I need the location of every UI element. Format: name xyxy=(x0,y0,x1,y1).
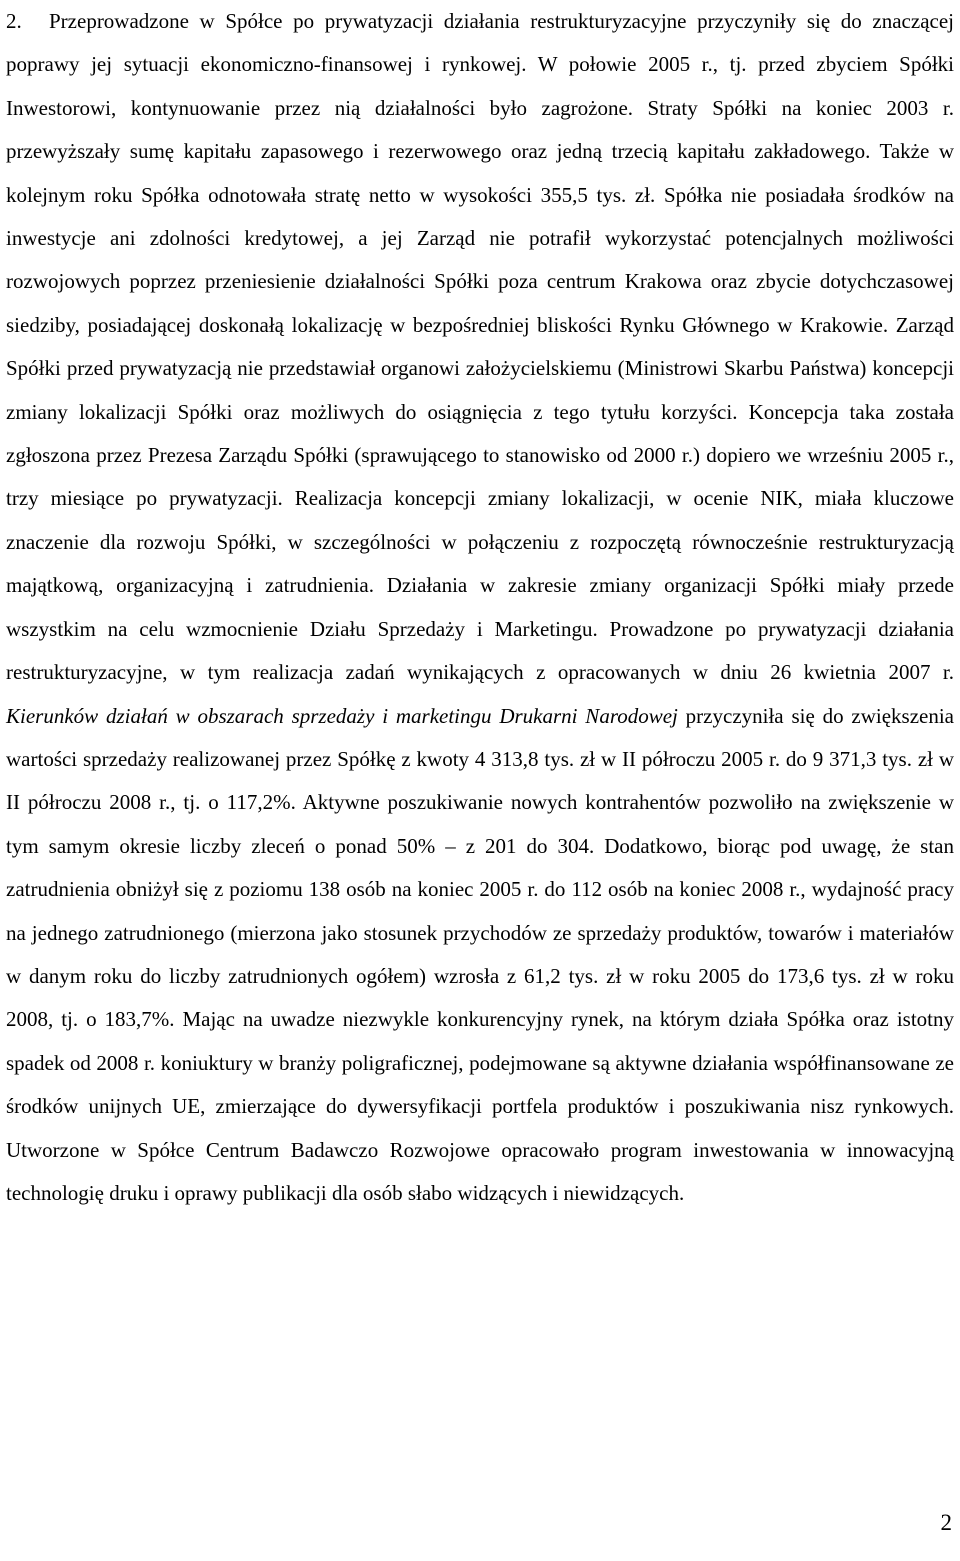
paragraph-number: 2. xyxy=(6,9,22,33)
paragraph-2 xyxy=(6,0,954,1215)
document-body xyxy=(6,0,954,1215)
paragraph-text-part-2: przyczyniła się do zwiększenia wartości sprzedaży realizowanej przez Spółkę z kwoty 4 313,8 tys. zł w II półroczu 2005 r. do 9 371,3 tys. zł w II półroczu 2008 r., tj. o 117,2%. Aktywne poszukiwanie nowych kontrahentów pozwoliło na zwiększenie w tym samym okresie liczby zleceń o ponad 50% – z 201 do 304. Dodatkowo, biorąc pod uwagę, że stan zatrudnienia obniżył się z poziomu 138 osób na koniec 2005 r. do 112 osób na koniec 2008 r., wydajność pracy na jednego zatrudnionego (mierzona jako stosunek przychodów ze sprzedaży produktów, towarów i materiałów w danym roku do liczby zatrudnionych ogółem) wzrosła z 61,2 tys. zł w roku 2005 do 173,6 tys. zł w roku 2008, tj. o 183,7%. Mając na uwadze niezwykle konkurencyjny rynek, na którym działa Spółka oraz istotny spadek od 2008 r. koniuktury w branży poligraficznej, podejmowane są aktywne działania współfinansowane ze środków unijnych UE, zmierzające do dywersyfikacji portfela produktów i poszukiwania nisz rynkowych. Utworzone w Spółce Centrum Badawczo Rozwojowe opracowało program inwestowania w innowacyjną technologię druku i oprawy publikacji dla osób słabo widzących i niewidzących. xyxy=(6,703,954,1205)
document-title-italic: Kierunków działań w obszarach sprzedaży i marketingu Drukarni Narodowej xyxy=(6,703,678,728)
paragraph-text-part-1: Przeprowadzone w Spółce po prywatyzacji działania restrukturyzacyjne przyczyniły się do znaczącej poprawy jej sytuacji ekonomiczno-finansowej i rynkowej. W połowie 2005 r., tj. przed zbyciem Spółki Inwestorowi, kontynuowanie przez nią działalności było zagrożone. Straty Spółki na koniec 2003 r. przewyższały sumę kapitału zapasowego i rezerwowego oraz jedną trzecią kapitału zakładowego. Także w kolejnym roku Spółka odnotowała stratę netto w wysokości 355,5 tys. zł. Spółka nie posiadała środków na inwestycje ani zdolności kredytowej, a jej Zarząd nie potrafił wykorzystać potencjalnych możliwości rozwojowych poprzez przeniesienie działalności Spółki poza centrum Krakowa oraz zbycie dotychczasowej siedziby, posiadającej doskonałą lokalizację w bezpośredniej bliskości Rynku Głównego w Krakowie. Zarząd Spółki przed prywatyzacją nie przedstawiał organowi założycielskiemu (Ministrowi Skarbu Państwa) koncepcji zmiany lokalizacji Spółki oraz możliwych do osiągnięcia z tego tytułu korzyści. Koncepcja taka została zgłoszona przez Prezesa Zarządu Spółki (sprawującego to stanowisko od 2000 r.) dopiero we wrześniu 2005 r., trzy miesiące po prywatyzacji. Realizacja koncepcji zmiany lokalizacji, w ocenie NIK, miała kluczowe znaczenie dla rozwoju Spółki, w szczególności w połączeniu z rozpoczętą równocześnie restrukturyzacją majątkową, organizacyjną i zatrudnienia. Działania w zakresie zmiany organizacji Spółki miały przede wszystkim na celu wzmocnienie Działu Sprzedaży i Marketingu. Prowadzone po prywatyzacji działania restrukturyzacyjne, w tym realizacja zadań wynikających z opracowanych w dniu 26 kwietnia 2007 r. xyxy=(6,9,954,685)
page-number: 2 xyxy=(940,1510,952,1535)
